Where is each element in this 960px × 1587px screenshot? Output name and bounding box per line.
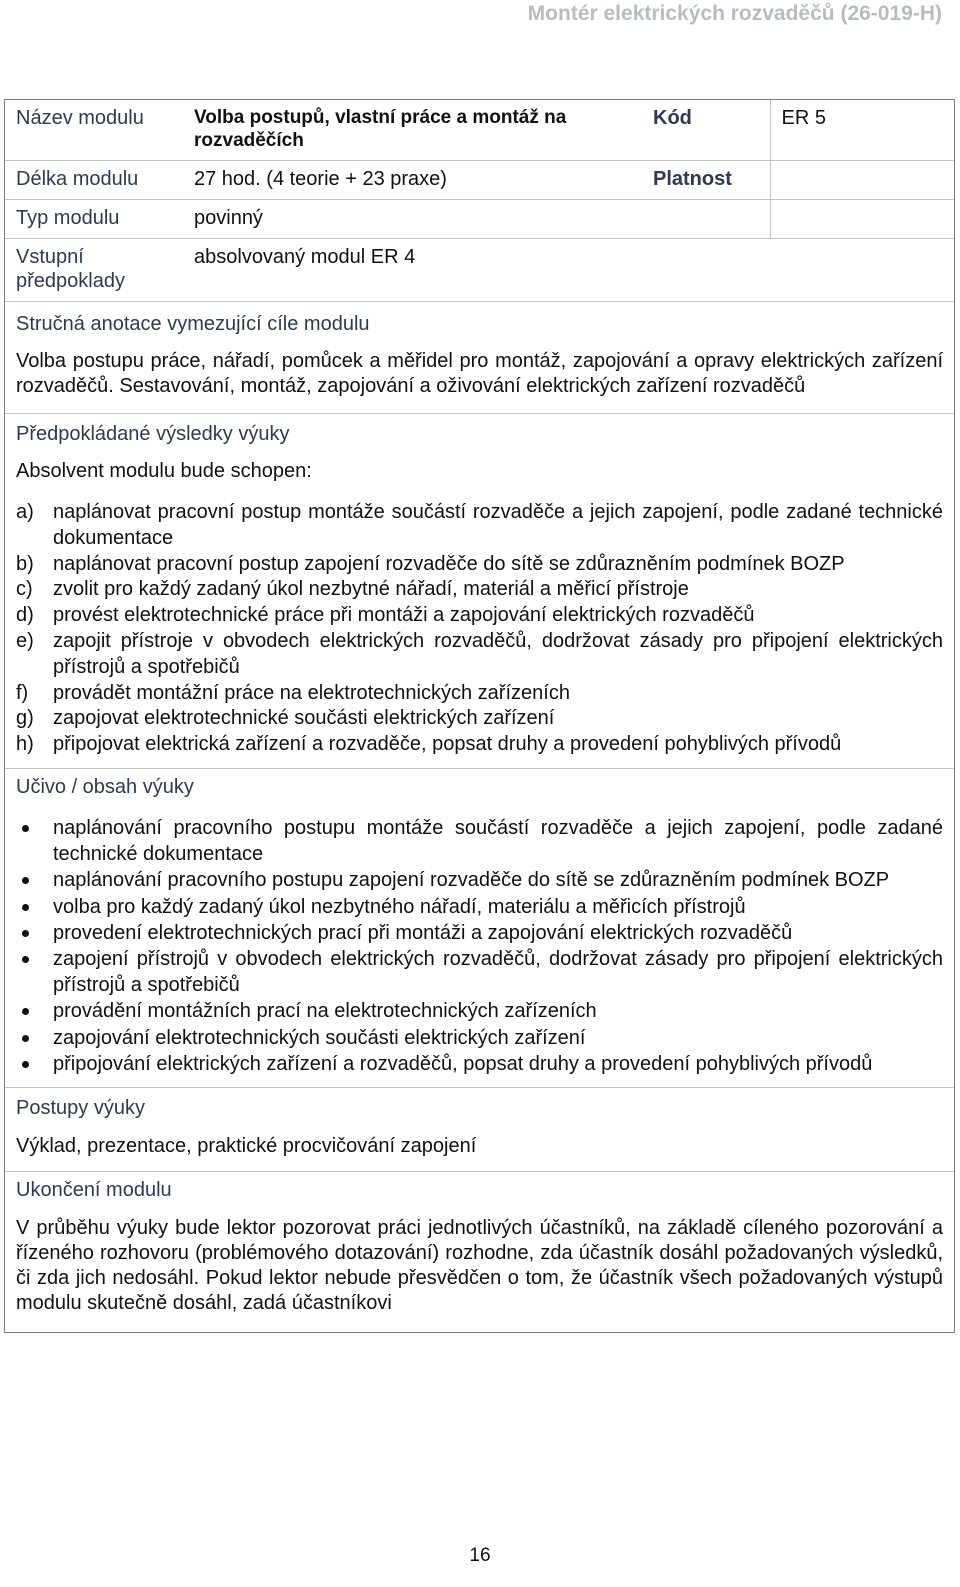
- content-text: provádění montážních prací na elektrotechnických zařízeních: [53, 1000, 597, 1023]
- methods-section: [5, 1088, 954, 1172]
- annotation-heading: Stručná anotace vymezující cíle modulu: [16, 313, 370, 335]
- completion-section: [5, 1172, 954, 1332]
- row-module-type: [5, 200, 954, 239]
- outcome-item: [16, 552, 943, 578]
- module-type-value: povinný: [183, 200, 770, 239]
- outcomes-heading: Předpokládané výsledky výuky: [16, 423, 290, 445]
- bullet-icon: [22, 825, 29, 832]
- content-item: [16, 946, 943, 998]
- bullet-icon: [22, 1061, 29, 1068]
- content-item: [16, 867, 943, 893]
- content-item: [16, 920, 943, 946]
- outcome-item: [16, 706, 943, 732]
- content-section: [5, 769, 954, 1088]
- outcomes-intro: Absolvent modulu bude schopen:: [16, 460, 312, 482]
- outcome-marker: f): [16, 681, 29, 704]
- content-text: připojování elektrických zařízení a rozvaděčů, popsat druhy a provedení pohyblivých přívodů: [53, 1052, 873, 1075]
- outcome-item: [16, 629, 943, 681]
- bullet-icon: [22, 930, 29, 937]
- outcome-marker: b): [16, 552, 34, 575]
- bullet-icon: [22, 877, 29, 884]
- row-input-requirements: [5, 239, 954, 302]
- outcome-text: zapojovat elektrotechnické součásti elektrických zařízení: [53, 707, 555, 730]
- content-text: volba pro každý zadaný úkol nezbytného nářadí, materiálu a měřicích přístrojů: [53, 895, 746, 918]
- outcomes-section: [5, 414, 954, 769]
- content-item: [16, 815, 943, 867]
- row-module-length: [5, 161, 954, 200]
- outcome-item: [16, 603, 943, 629]
- methods-text: Výklad, prezentace, praktické procvičování zapojení: [16, 1135, 477, 1157]
- outcome-text: naplánovat pracovní postup zapojení rozvaděče do sítě se zdůrazněním podmínek BOZP: [53, 552, 845, 575]
- module-name-label: Název modulu: [5, 100, 183, 161]
- completion-text: V průběhu výuky bude lektor pozorovat práci jednotlivých účastníků, na základě cíleného pozorování a řízeného rozhovoru (problémového dotazování) rozhodne, zda účastník dosáhl požadovaných výsledků, či zda jich nedosáhl. Pokud lektor nebude přesvědčen o tom, že účastník všech požadovaných výstupů modulu skutečně dosáhl, zadá účastníkovi: [16, 1217, 943, 1314]
- module-length-label: Délka modulu: [5, 161, 183, 200]
- module-card: [4, 99, 955, 1333]
- bullet-icon: [22, 956, 29, 963]
- outcome-text: zvolit pro každý zadaný úkol nezbytné nářadí, materiál a měřicí přístroje: [53, 578, 689, 601]
- content-item: [16, 1025, 943, 1051]
- bullet-icon: [22, 904, 29, 911]
- input-requirements-value: absolvovaný modul ER 4: [183, 239, 954, 302]
- outcome-marker: h): [16, 733, 34, 756]
- methods-heading: Postupy výuky: [16, 1097, 145, 1119]
- content-text: provedení elektrotechnických prací při montáži a zapojování elektrických rozvaděčů: [53, 921, 793, 944]
- content-text: zapojování elektrotechnických součásti elektrických zařízení: [53, 1026, 586, 1049]
- module-type-empty: [770, 200, 954, 239]
- validity-value: [770, 161, 954, 200]
- module-name-value: Volba postupů, vlastní práce a montáž na rozvaděčích: [183, 100, 642, 161]
- outcomes-list: [5, 500, 954, 758]
- bullet-icon: [22, 1035, 29, 1042]
- content-item: [16, 1051, 943, 1077]
- content-item: [16, 894, 943, 920]
- input-requirements-label: Vstupní předpoklady: [5, 239, 183, 302]
- outcome-marker: e): [16, 629, 34, 652]
- content-heading: Učivo / obsah výuky: [16, 775, 194, 798]
- code-label: Kód: [642, 100, 770, 161]
- outcome-marker: g): [16, 707, 34, 730]
- validity-label: Platnost: [642, 161, 770, 200]
- outcome-text: zapojit přístroje v obvodech elektrických rozvaděčů, dodržovat zásady pro připojení elektrických přístrojů a spotřebičů: [53, 629, 943, 678]
- content-item: [16, 998, 943, 1024]
- outcome-item: [16, 577, 943, 603]
- outcome-marker: c): [16, 578, 33, 601]
- annotation-section: [5, 302, 954, 414]
- outcome-item: [16, 681, 943, 707]
- outcome-marker: d): [16, 604, 34, 627]
- module-length-value: 27 hod. (4 teorie + 23 praxe): [183, 161, 642, 200]
- bullet-icon: [22, 1008, 29, 1015]
- row-module-name: [5, 100, 954, 161]
- outcome-text: provádět montážní práce na elektrotechnických zařízeních: [53, 681, 570, 704]
- outcome-item: [16, 500, 943, 552]
- code-value: ER 5: [770, 100, 954, 161]
- completion-heading: Ukončení modulu: [16, 1179, 172, 1201]
- content-text: zapojení přístrojů v obvodech elektrických rozvaděčů, dodržovat zásady pro připojení elektrických přístrojů a spotřebičů: [53, 947, 943, 997]
- outcome-marker: a): [16, 501, 34, 523]
- outcome-text: provést elektrotechnické práce při montáži a zapojování elektrických rozvaděčů: [53, 604, 755, 627]
- annotation-text: Volba postupu práce, nářadí, pomůcek a měřidel pro montáž, zapojování a opravy elektrických zařízení rozvaděčů. Sestavování, montáž, zapojování a oživování elektrických zařízení rozvaděčů: [16, 350, 943, 397]
- document-header-title: Montér elektrických rozvaděčů (26-019-H): [527, 2, 942, 25]
- outcome-text: připojovat elektrická zařízení a rozvaděče, popsat druhy a provedení pohyblivých přívodů: [53, 733, 842, 756]
- outcome-text: naplánovat pracovní postup montáže součástí rozvaděče a jejich zapojení, podle zadané technické dokumentace: [53, 501, 943, 549]
- module-info-table: [5, 100, 954, 302]
- content-text: naplánování pracovního postupu montáže součástí rozvaděče a jejich zapojení, podle zadané technické dokumentace: [53, 816, 943, 866]
- page-number: 16: [469, 1545, 491, 1566]
- module-type-label: Typ modulu: [5, 200, 183, 239]
- content-text: naplánování pracovního postupu zapojení rozvaděče do sítě se zdůrazněním podmínek BOZP: [53, 869, 890, 892]
- outcome-item: [16, 732, 943, 758]
- content-list: [5, 815, 954, 1077]
